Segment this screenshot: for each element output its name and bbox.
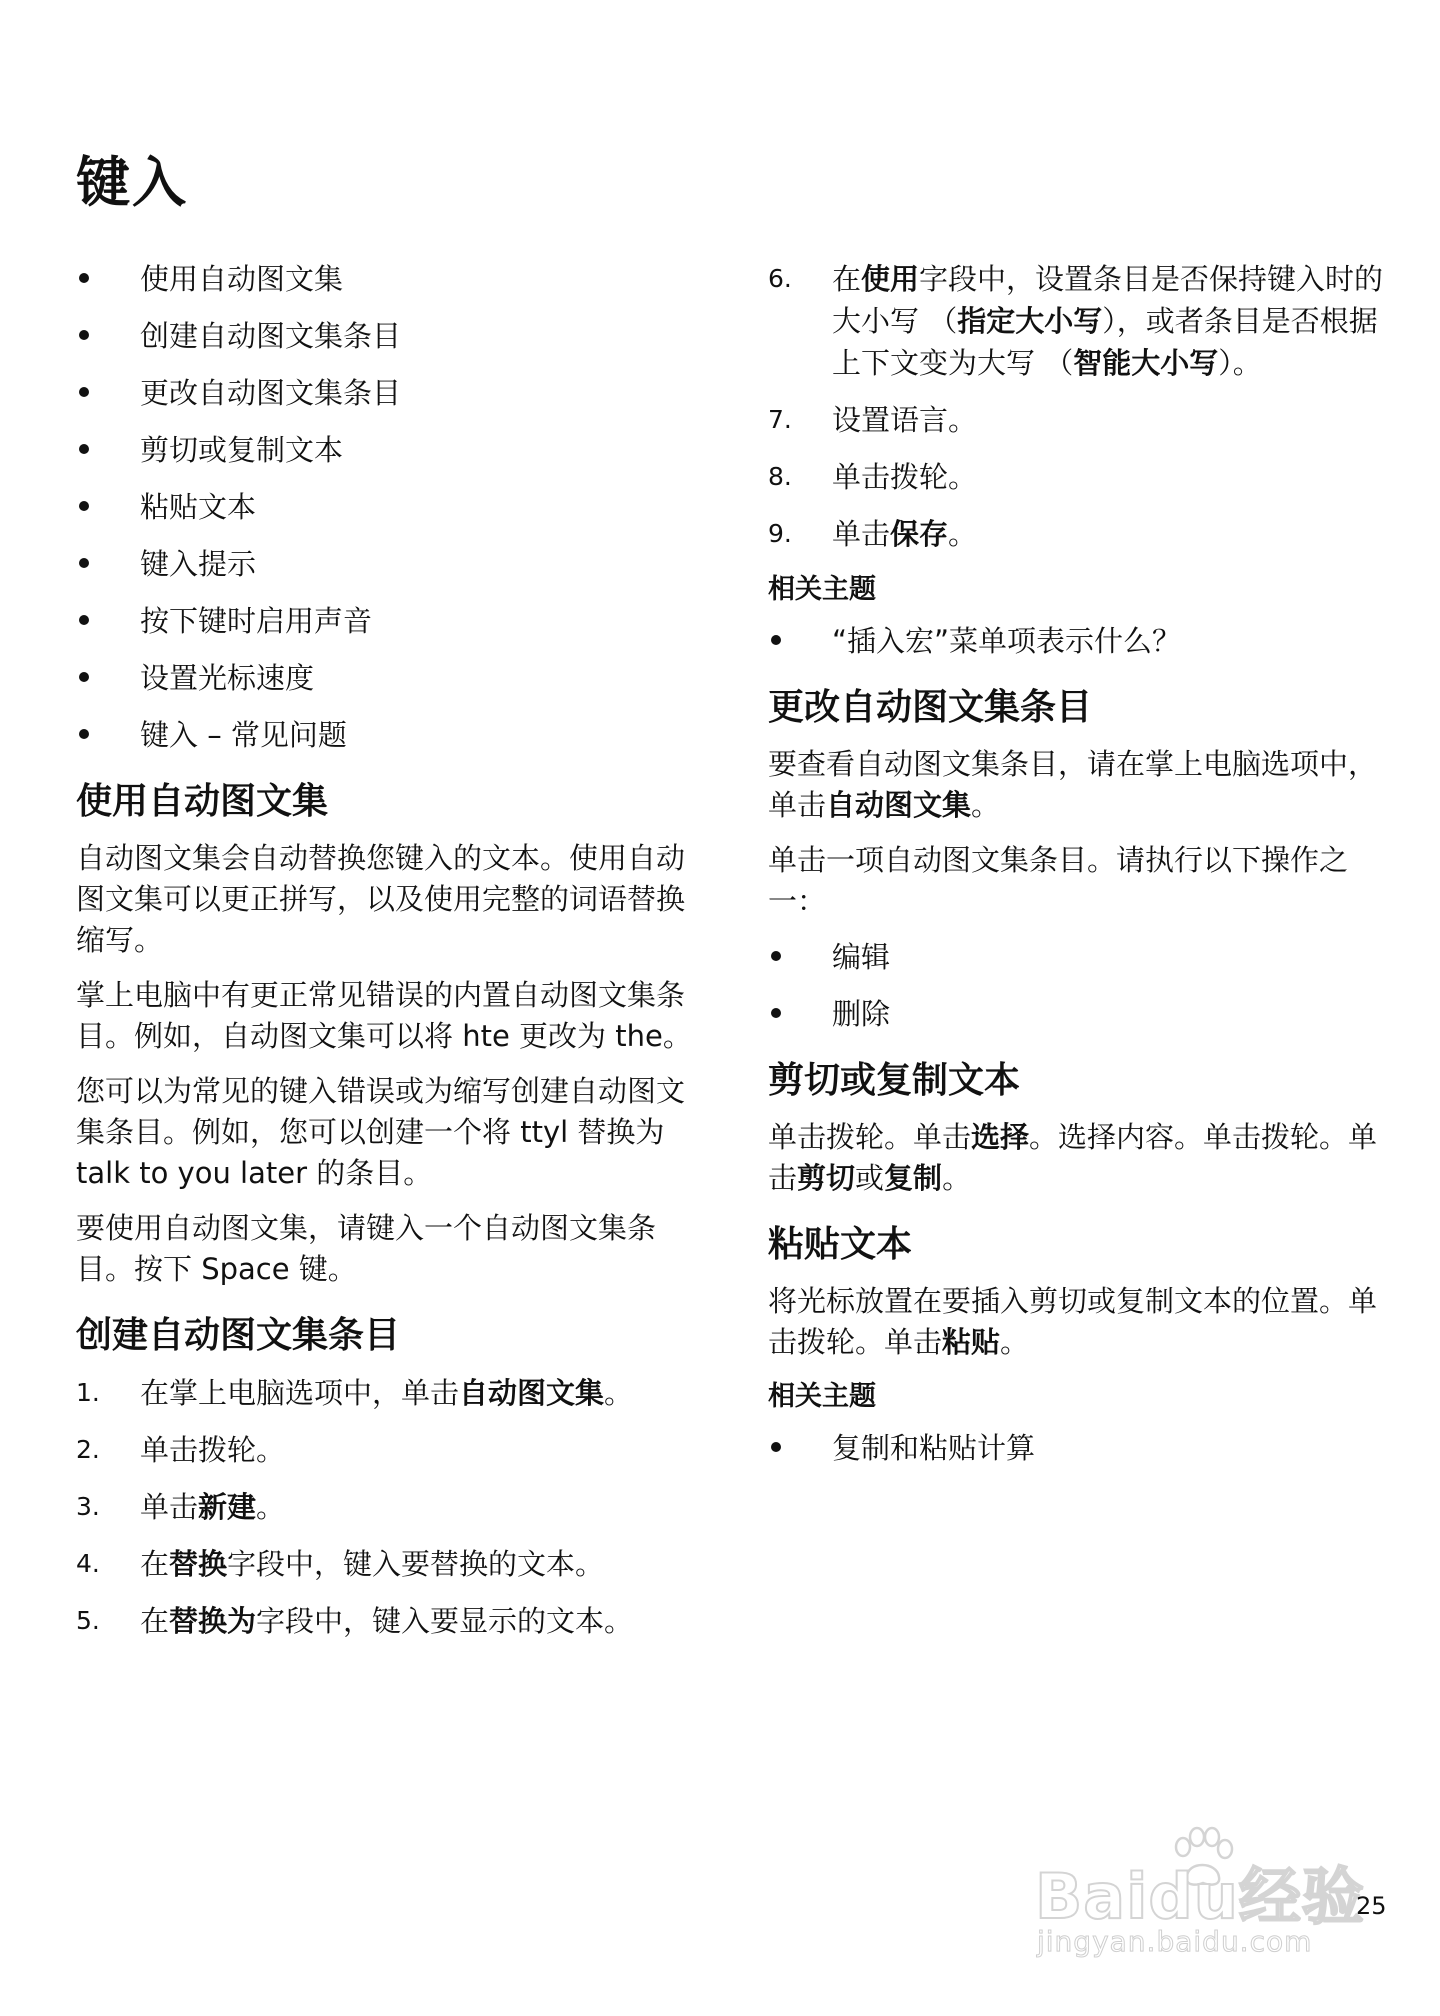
bold-text: 剪切 <box>797 1161 856 1195</box>
related-topics-heading: 相关主题 <box>768 574 876 605</box>
step-text: 单击 <box>140 1490 199 1524</box>
toc-item-label: 剪切或复制文本 <box>140 433 344 467</box>
option-item <box>768 936 1388 978</box>
step-text: 设置语言。 <box>832 403 978 437</box>
bullet-icon <box>76 315 132 357</box>
toc-item-label: 创建自动图文集条目 <box>140 319 402 353</box>
bold-text: 自动图文集 <box>826 788 972 822</box>
toc-item[interactable] <box>76 543 696 585</box>
watermark-url: jingyan.baidu.com <box>1037 1925 1313 1958</box>
step-number: 8. <box>768 462 792 491</box>
text: 。 <box>1000 1325 1030 1359</box>
paragraph <box>768 744 1388 826</box>
step-bold: 智能大小写 <box>1073 346 1219 380</box>
section-heading-cut: 剪切或复制文本 <box>768 1060 1021 1101</box>
step-text: 字段中，设置条目是否保持键入时的大小写 （ <box>832 262 1384 338</box>
step-3 <box>76 1486 696 1528</box>
option-label: 编辑 <box>832 940 891 974</box>
step-bold: 替换 <box>169 1547 228 1581</box>
paragraph: 单击一项自动图文集条目。请执行以下操作之一： <box>768 843 1349 918</box>
bullet-icon <box>76 657 132 699</box>
bullet-icon <box>76 258 132 300</box>
toc-list <box>76 258 696 756</box>
step-text: 字段中，键入要替换的文本。 <box>227 1547 605 1581</box>
paragraph: 您可以为常见的键入错误或为缩写创建自动图文集条目。例如，您可以创建一个将 ttyl 替换为 talk to you later 的条目。 <box>76 1074 686 1190</box>
step-bold: 替换为 <box>169 1604 257 1638</box>
bold-text: 选择 <box>971 1120 1030 1154</box>
bullet-icon <box>76 543 132 585</box>
text: 单击拨轮。单击 <box>768 1120 972 1154</box>
step-text: 字段中，键入要显示的文本。 <box>256 1604 634 1638</box>
step-text: 在 <box>832 262 862 296</box>
text: 将光标放置在要插入剪切或复制文本的位置。单击拨轮。单击 <box>768 1284 1378 1359</box>
bold-text: 复制 <box>884 1161 943 1195</box>
step-text: 在掌上电脑选项中，单击 <box>140 1376 460 1410</box>
toc-item[interactable] <box>76 486 696 528</box>
step-8 <box>768 456 1388 498</box>
paragraph: 自动图文集会自动替换您键入的文本。使用自动图文集可以更正拼写，以及使用完整的词语替换缩写。 <box>76 841 686 957</box>
step-4 <box>76 1543 696 1585</box>
step-number: 1. <box>76 1378 100 1407</box>
step-bold: 保存 <box>890 517 949 551</box>
option-label: 删除 <box>832 997 891 1031</box>
bullet-icon <box>768 1427 824 1469</box>
right-column <box>768 258 1388 1484</box>
step-number: 5. <box>76 1606 100 1635</box>
related-topic-link[interactable] <box>768 1427 1388 1469</box>
step-bold: 指定大小写 <box>957 304 1103 338</box>
step-7 <box>768 399 1388 441</box>
step-text: 在 <box>140 1547 170 1581</box>
page-title: 键入 <box>76 151 188 214</box>
toc-item[interactable] <box>76 372 696 414</box>
toc-item-label: 粘贴文本 <box>140 490 257 524</box>
step-number: 2. <box>76 1435 100 1464</box>
toc-item[interactable] <box>76 600 696 642</box>
toc-item-label: 键入提示 <box>140 547 257 581</box>
toc-item[interactable] <box>76 258 696 300</box>
related-topic-label: “插入宏”菜单项表示什么？ <box>832 624 1182 658</box>
bullet-icon <box>76 429 132 471</box>
baidu-watermark <box>1035 1825 1375 1960</box>
option-item <box>768 993 1388 1035</box>
toc-item[interactable] <box>76 315 696 357</box>
toc-item-label: 设置光标速度 <box>140 661 315 695</box>
toc-item-label: 更改自动图文集条目 <box>140 376 402 410</box>
related-topics-heading: 相关主题 <box>768 1381 876 1412</box>
bold-text: 粘贴 <box>942 1325 1001 1359</box>
toc-item[interactable] <box>76 714 696 756</box>
step-number: 7. <box>768 405 792 434</box>
step-number: 6. <box>768 264 792 293</box>
step-number: 3. <box>76 1492 100 1521</box>
step-text: 。 <box>948 517 978 551</box>
paragraph: 掌上电脑中有更正常见错误的内置自动图文集条目。例如，自动图文集可以将 hte 更改为 the。 <box>76 978 692 1053</box>
bullet-icon <box>76 486 132 528</box>
text: 。 <box>971 788 1001 822</box>
section-heading-use: 使用自动图文集 <box>76 781 329 822</box>
step-6 <box>768 258 1388 384</box>
step-number: 9. <box>768 519 792 548</box>
section-heading-change: 更改自动图文集条目 <box>768 687 1093 728</box>
bullet-icon <box>76 372 132 414</box>
step-2 <box>76 1429 696 1471</box>
step-text: 单击 <box>832 517 891 551</box>
step-bold: 使用 <box>861 262 920 296</box>
section-heading-paste: 粘贴文本 <box>768 1224 913 1265</box>
bullet-icon <box>768 993 824 1035</box>
section-heading-create: 创建自动图文集条目 <box>76 1315 401 1356</box>
paragraph <box>768 1117 1388 1199</box>
step-text: 在 <box>140 1604 170 1638</box>
toc-item[interactable] <box>76 657 696 699</box>
related-topic-label: 复制和粘贴计算 <box>832 1431 1036 1465</box>
watermark-logo-text: Baidu经验 <box>1035 1860 1365 1933</box>
step-text: 。 <box>604 1376 634 1410</box>
related-topic-link[interactable] <box>768 620 1388 662</box>
bullet-icon <box>768 936 824 978</box>
step-5 <box>76 1600 696 1642</box>
text: 。选择内容。单击拨轮。单击 <box>768 1120 1378 1195</box>
step-text: 单击拨轮。 <box>140 1433 286 1467</box>
step-9 <box>768 513 1388 555</box>
step-text: 单击拨轮。 <box>832 460 978 494</box>
step-bold: 新建 <box>198 1490 257 1524</box>
bullet-icon <box>76 714 132 756</box>
step-text: ），或者条目是否根据上下文变为大写 （ <box>832 304 1378 380</box>
page-number: 25 <box>1356 1892 1387 1920</box>
text: 要查看自动图文集条目，请在掌上电脑选项中，单击 <box>768 747 1378 822</box>
step-text: ）。 <box>1218 346 1262 380</box>
step-number: 4. <box>76 1549 100 1578</box>
step-1 <box>76 1372 696 1414</box>
text: 或 <box>855 1161 885 1195</box>
toc-item-label: 键入 – 常见问题 <box>140 718 347 752</box>
paragraph <box>768 1281 1388 1363</box>
text: 。 <box>942 1161 972 1195</box>
step-text: 。 <box>256 1490 286 1524</box>
toc-item-label: 按下键时启用声音 <box>140 604 373 638</box>
toc-item-label: 使用自动图文集 <box>140 262 344 296</box>
bullet-icon <box>768 620 824 662</box>
step-bold: 自动图文集 <box>459 1376 605 1410</box>
bullet-icon <box>76 600 132 642</box>
toc-item[interactable] <box>76 429 696 471</box>
paragraph: 要使用自动图文集，请键入一个自动图文集条目。按下 Space 键。 <box>76 1211 657 1286</box>
left-column <box>76 258 696 1657</box>
